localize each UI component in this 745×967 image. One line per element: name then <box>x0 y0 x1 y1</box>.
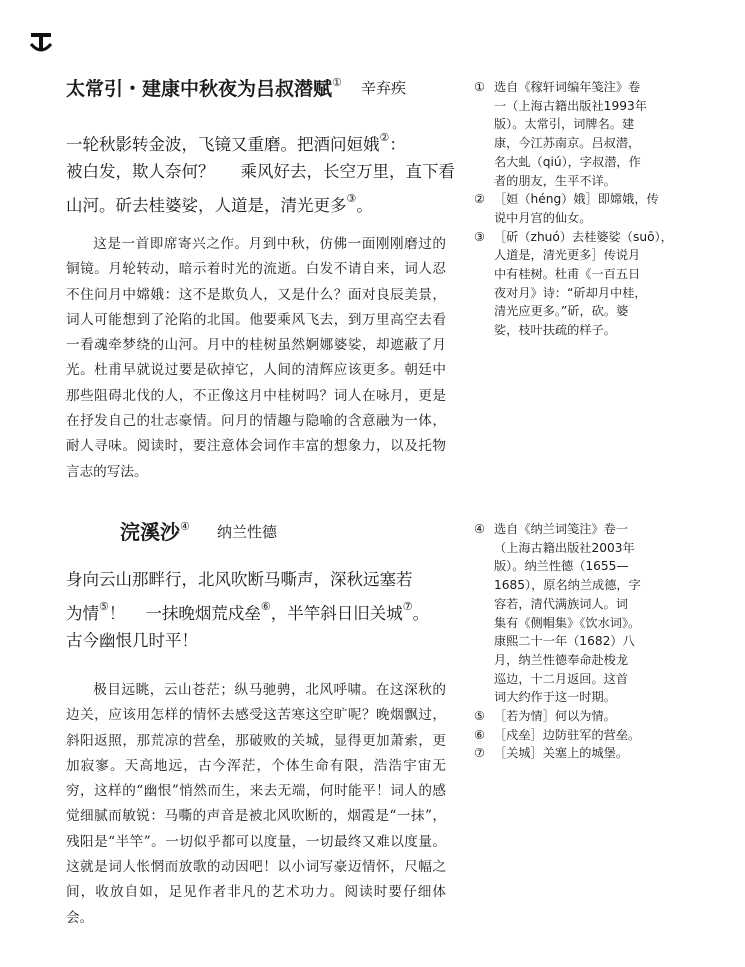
poem1-line: 山河。斫去桂婆娑，人道是，清光更多③。 <box>66 192 373 215</box>
poem2-heading <box>120 516 277 545</box>
poem1-notes <box>474 78 694 340</box>
poem1-commentary: 这是一首即席寄兴之作。月到中秋，仿佛一面刚刚磨过的铜镜。月轮转动，暗示着时光的流逝。白发不请自来，词人忍不住问月中嫦娥：这不是欺负人，又是什么？面对良辰美景，词人可能想到了沦陷的北国。他要乘风飞去，到万里高空去看一看魂牵梦绕的山河。月中的桂树虽然婀娜婆娑，却遮蔽了月光。杜甫早就说过要是砍掉它，人间的清辉应该更多。朝廷中那些阻碍北伐的人，不正像这月中桂树吗？词人在咏月，更是在抒发自己的壮志豪情。问月的情趣与隐喻的含意融为一体，耐人寻味。阅读时，要注意体会词作丰富的想象力，以及托物言志的写法。 <box>66 236 446 480</box>
poem2-line: 身向云山那畔行，北风吹断马嘶声，深秋远塞若 <box>66 570 413 589</box>
page-mark-icon <box>28 30 54 56</box>
poem1-heading <box>66 74 406 101</box>
poem2-line: 古今幽恨几时平！ <box>66 631 198 650</box>
note-ref-5: ⑤ <box>99 600 109 613</box>
poem2-commentary: 极目远眺，云山苍茫；纵马驰骋，北风呼啸。在这深秋的边关，应该用怎样的情怀去感受这苦寒这空旷呢？晚烟飘过，斜阳返照，那荒凉的营垒，那破败的关城，显得更加萧索，更加寂寥。天高地远，古今浑茫，个体生命有限，浩浩宇宙无穷，这样的“幽恨”悄然而生，来去无端，何时能平！词人的感觉细腻而敏锐：马嘶的声音是被北风吹断的，烟霞是“一抹”，残阳是“半竿”。一切似乎都可以度量，一切最终又难以度量。这就是词人怅惘而放歌的动因吧！以小词写豪迈情怀，尺幅之间，收放自如，足见作者非凡的艺术功力。阅读时要仔细体会。 <box>66 682 446 926</box>
note-ref-2: ② <box>379 131 390 144</box>
poem2-notes <box>474 520 694 763</box>
poem2-title: 浣溪沙 <box>120 520 180 544</box>
note-ref-3: ③ <box>346 192 357 205</box>
poem2-author: 纳兰性德 <box>216 523 277 541</box>
poem2-line: 为情⑤！ 一抹晚烟荒戍垒⑥，半竿斜日旧关城⑦。 <box>66 600 430 623</box>
note-ref-7: ⑦ <box>402 600 413 613</box>
note-ref-6: ⑥ <box>260 600 271 613</box>
footnote-7: ⑦ ［关城］关塞上的城堡。 <box>474 746 629 761</box>
footnote-4: ④ 选自《纳兰词笺注》卷一 （上海古籍出版社2003年 版）。纳兰性德（1655— 1685），原名纳兰成德，字 容若，清代满族词人。词 集有《侧帽集》《饮水词》。 康熙二十一年（1682）八 月，纳兰性德奉命赴梭龙 巡边，十二月返回。这首 词大约作于这一时期。 <box>474 522 641 705</box>
poem1-author: 辛弃疾 <box>360 79 406 97</box>
footnote-2: ② ［姮（héng）娥］即嫦娥，传 说中月宫的仙女。 <box>474 192 659 225</box>
poem2-title-ref: ④ <box>180 520 190 533</box>
footnote-5: ⑤ ［若为情］何以为情。 <box>474 709 616 724</box>
poem1-title-ref: ① <box>332 76 342 89</box>
poem1-line: 被白发，欺人奈何？ 乘风好去，长空万里，直下看 <box>66 162 455 181</box>
poem1-line: 一轮秋影转金波，飞镜又重磨。把酒问姮娥②： <box>66 131 406 154</box>
footnote-3: ③ ［斫（zhuó）去桂婆娑（suō）， 人道是，清光更多］传说月 中有桂树。杜甫《一百五日 夜对月》诗：“斫却月中桂， 清光应更多。”斫，砍。婆 娑，枝叶扶疏的样子。 <box>474 229 673 338</box>
poem1-title: 太常引・建康中秋夜为吕叔潜赋 <box>66 78 333 100</box>
poem1-text <box>66 124 455 219</box>
footnote-6: ⑥ ［戍垒］边防驻军的营垒。 <box>474 727 641 742</box>
poem2-text <box>66 566 429 654</box>
footnote-1: ① 选自《稼轩词编年笺注》卷 一（上海古籍出版社1993年 版）。太常引，词牌名。建 康，今江苏南京。吕叔潜， 名大虬（qiú），字叔潜，作 者的朋友，生平不详。 <box>474 80 647 188</box>
